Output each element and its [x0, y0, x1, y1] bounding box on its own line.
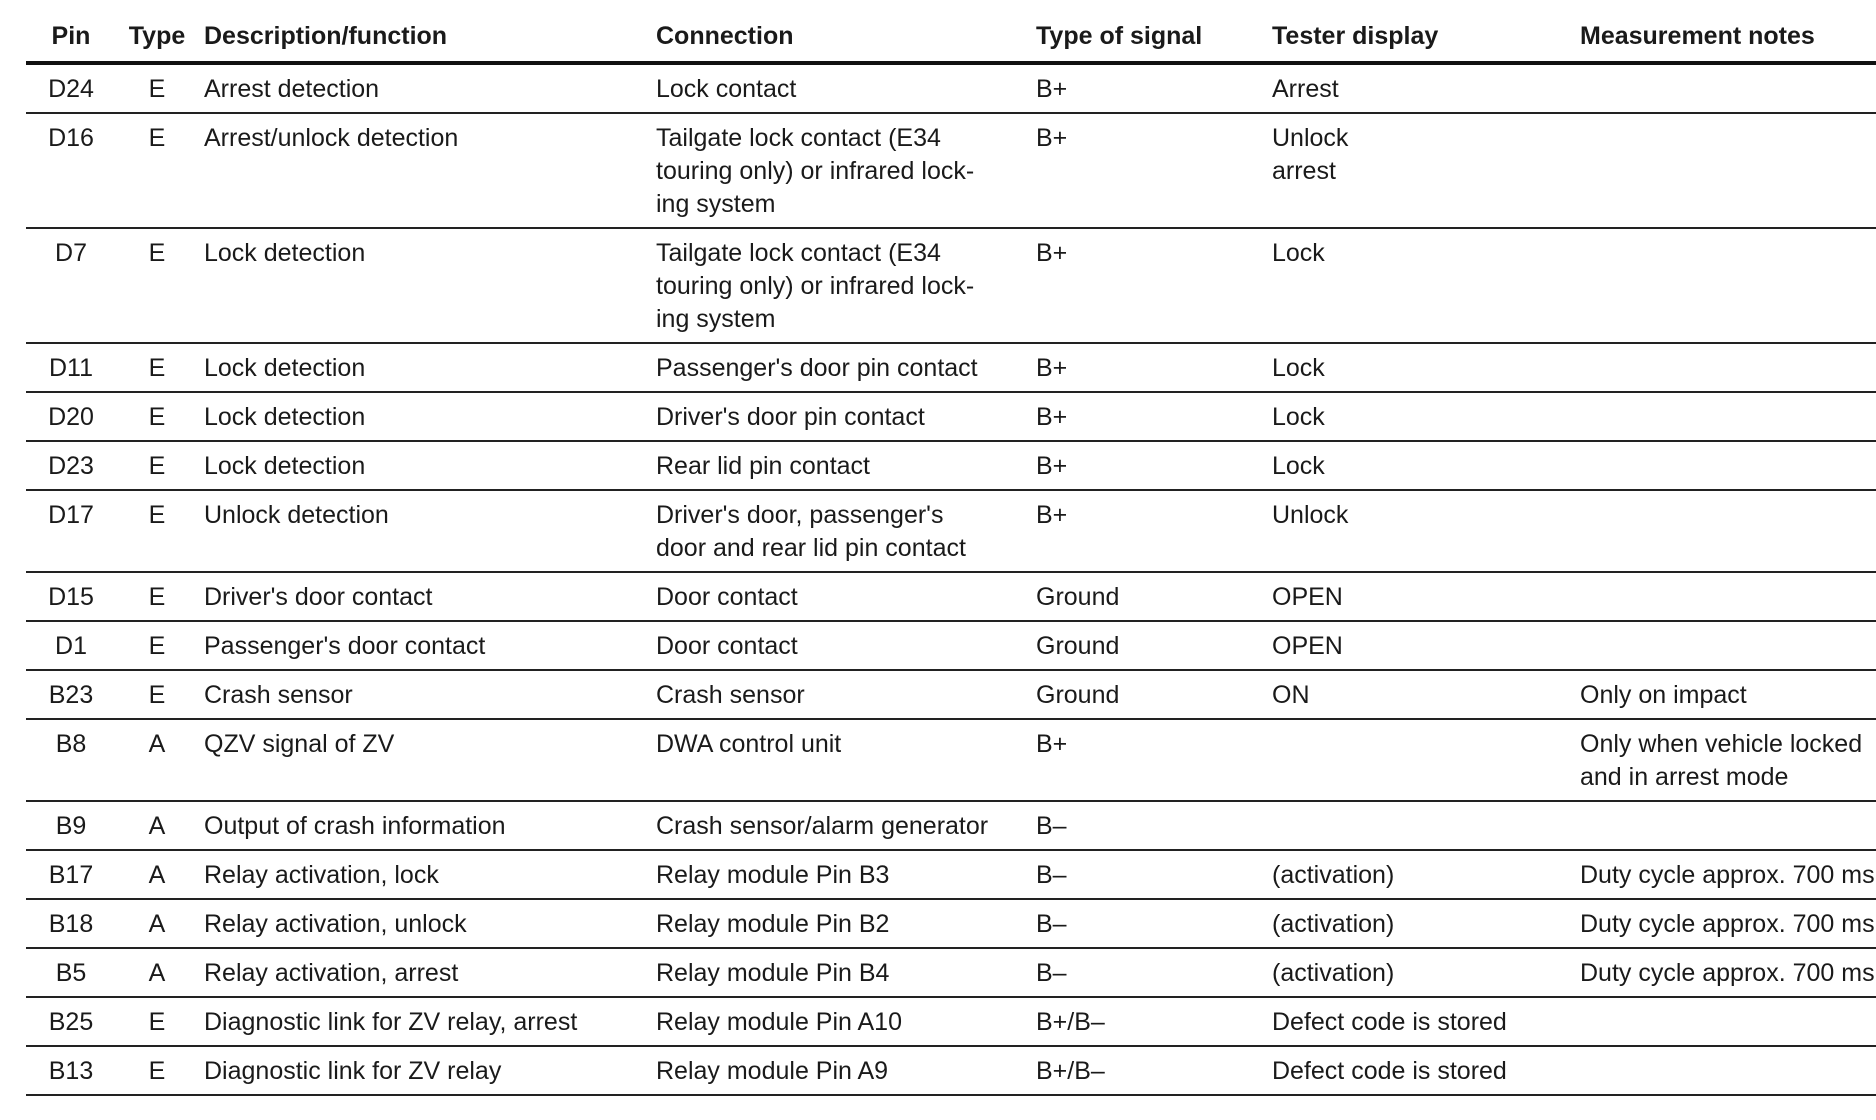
cell-description: Passenger's door contact	[198, 621, 650, 670]
table-row	[26, 1046, 1876, 1095]
cell-connection: Tailgate lock contact (E34 touring only) or infrared lock- ing system	[650, 113, 1030, 228]
cell-measurement-notes: Duty cycle approx. 700 ms	[1574, 948, 1876, 997]
cell-connection: Driver's door, passenger's door and rear lid pin contact	[650, 490, 1030, 572]
table-row	[26, 392, 1876, 441]
cell-signal-type: B+/B–	[1030, 1046, 1266, 1095]
cell-description: Unlock detection	[198, 490, 650, 572]
table-row	[26, 490, 1876, 572]
header-pin: Pin	[26, 10, 116, 63]
cell-pin: B17	[26, 850, 116, 899]
cell-connection: Relay module Pin B3	[650, 850, 1030, 899]
cell-type: E	[116, 572, 198, 621]
cell-tester-display: Unlock	[1266, 490, 1574, 572]
cell-measurement-notes	[1574, 343, 1876, 392]
cell-signal-type: Ground	[1030, 670, 1266, 719]
cell-type: E	[116, 343, 198, 392]
header-connection: Connection	[650, 10, 1030, 63]
cell-type: E	[116, 621, 198, 670]
table-row	[26, 113, 1876, 228]
cell-type: E	[116, 1046, 198, 1095]
cell-tester-display	[1266, 801, 1574, 850]
cell-signal-type: B+	[1030, 113, 1266, 228]
cell-tester-display: ON	[1266, 670, 1574, 719]
cell-description: Relay activation, lock	[198, 850, 650, 899]
table-row	[26, 63, 1876, 113]
cell-measurement-notes: Duty cycle approx. 700 ms	[1574, 899, 1876, 948]
cell-pin: B23	[26, 670, 116, 719]
cell-description: Arrest/unlock detection	[198, 113, 650, 228]
cell-description: Lock detection	[198, 343, 650, 392]
cell-signal-type: Ground	[1030, 572, 1266, 621]
cell-measurement-notes	[1574, 228, 1876, 343]
cell-connection: Rear lid pin contact	[650, 441, 1030, 490]
cell-tester-display: Defect code is stored	[1266, 1046, 1574, 1095]
table-row	[26, 228, 1876, 343]
cell-signal-type: B+/B–	[1030, 997, 1266, 1046]
cell-description: Lock detection	[198, 392, 650, 441]
cell-signal-type: B–	[1030, 899, 1266, 948]
cell-signal-type: B–	[1030, 948, 1266, 997]
header-description: Description/function	[198, 10, 650, 63]
cell-connection: Lock contact	[650, 63, 1030, 113]
header-measurement-notes: Measurement notes	[1574, 10, 1876, 63]
cell-tester-display: (activation)	[1266, 850, 1574, 899]
cell-pin: D16	[26, 113, 116, 228]
cell-pin: D7	[26, 228, 116, 343]
cell-description: Arrest detection	[198, 63, 650, 113]
cell-measurement-notes	[1574, 113, 1876, 228]
cell-pin: D1	[26, 621, 116, 670]
cell-tester-display: OPEN	[1266, 572, 1574, 621]
table-header	[26, 10, 1876, 63]
cell-measurement-notes: Only on impact	[1574, 670, 1876, 719]
cell-signal-type: B+	[1030, 490, 1266, 572]
cell-pin: B8	[26, 719, 116, 801]
cell-pin: B9	[26, 801, 116, 850]
cell-connection: Relay module Pin A9	[650, 1046, 1030, 1095]
cell-description: Relay activation, arrest	[198, 948, 650, 997]
cell-signal-type: B+	[1030, 228, 1266, 343]
cell-connection: Relay module Pin A10	[650, 997, 1030, 1046]
cell-measurement-notes: Only when vehicle locked and in arrest mode	[1574, 719, 1876, 801]
cell-pin: D17	[26, 490, 116, 572]
cell-measurement-notes: Duty cycle approx. 700 ms	[1574, 850, 1876, 899]
table-row	[26, 621, 1876, 670]
cell-measurement-notes	[1574, 997, 1876, 1046]
cell-signal-type: B+	[1030, 441, 1266, 490]
cell-tester-display: Defect code is stored	[1266, 997, 1574, 1046]
cell-connection: Driver's door pin contact	[650, 392, 1030, 441]
cell-signal-type: B+	[1030, 343, 1266, 392]
cell-connection: DWA control unit	[650, 719, 1030, 801]
cell-pin: D11	[26, 343, 116, 392]
cell-type: A	[116, 719, 198, 801]
cell-signal-type: B+	[1030, 392, 1266, 441]
cell-signal-type: B–	[1030, 801, 1266, 850]
cell-connection: Door contact	[650, 572, 1030, 621]
cell-tester-display: Lock	[1266, 228, 1574, 343]
cell-measurement-notes	[1574, 490, 1876, 572]
cell-measurement-notes	[1574, 63, 1876, 113]
cell-signal-type: Ground	[1030, 621, 1266, 670]
cell-description: Diagnostic link for ZV relay	[198, 1046, 650, 1095]
cell-type: A	[116, 801, 198, 850]
cell-description: Lock detection	[198, 228, 650, 343]
cell-description: Driver's door contact	[198, 572, 650, 621]
cell-tester-display: (activation)	[1266, 899, 1574, 948]
cell-type: A	[116, 948, 198, 997]
cell-signal-type: B+	[1030, 719, 1266, 801]
cell-connection: Relay module Pin B4	[650, 948, 1030, 997]
table-row	[26, 670, 1876, 719]
cell-pin: D23	[26, 441, 116, 490]
cell-tester-display	[1266, 719, 1574, 801]
cell-description: Output of crash information	[198, 801, 650, 850]
cell-type: E	[116, 392, 198, 441]
cell-pin: B25	[26, 997, 116, 1046]
cell-pin: D24	[26, 63, 116, 113]
cell-tester-display: Unlock arrest	[1266, 113, 1574, 228]
cell-pin: D15	[26, 572, 116, 621]
cell-type: E	[116, 228, 198, 343]
cell-type: E	[116, 490, 198, 572]
cell-type: A	[116, 899, 198, 948]
cell-measurement-notes	[1574, 572, 1876, 621]
cell-type: E	[116, 997, 198, 1046]
cell-tester-display: Lock	[1266, 392, 1574, 441]
table-row	[26, 572, 1876, 621]
cell-pin: D20	[26, 392, 116, 441]
pin-assignment-table	[26, 10, 1876, 1096]
cell-tester-display: OPEN	[1266, 621, 1574, 670]
cell-pin: B5	[26, 948, 116, 997]
cell-signal-type: B–	[1030, 850, 1266, 899]
cell-pin: B13	[26, 1046, 116, 1095]
cell-connection: Passenger's door pin contact	[650, 343, 1030, 392]
cell-measurement-notes	[1574, 801, 1876, 850]
header-signal-type: Type of signal	[1030, 10, 1266, 63]
cell-measurement-notes	[1574, 621, 1876, 670]
cell-description: Diagnostic link for ZV relay, arrest	[198, 997, 650, 1046]
header-type: Type	[116, 10, 198, 63]
table-row	[26, 441, 1876, 490]
table-body	[26, 63, 1876, 1095]
cell-type: E	[116, 113, 198, 228]
cell-connection: Relay module Pin B2	[650, 899, 1030, 948]
cell-tester-display: (activation)	[1266, 948, 1574, 997]
table-row	[26, 948, 1876, 997]
cell-description: Lock detection	[198, 441, 650, 490]
header-tester-display: Tester display	[1266, 10, 1574, 63]
cell-type: E	[116, 63, 198, 113]
table-row	[26, 719, 1876, 801]
header-row	[26, 10, 1876, 63]
cell-tester-display: Lock	[1266, 441, 1574, 490]
table-row	[26, 997, 1876, 1046]
table-row	[26, 343, 1876, 392]
cell-measurement-notes	[1574, 1046, 1876, 1095]
cell-signal-type: B+	[1030, 63, 1266, 113]
cell-tester-display: Lock	[1266, 343, 1574, 392]
cell-connection: Crash sensor/alarm generator	[650, 801, 1030, 850]
table-row	[26, 801, 1876, 850]
cell-connection: Door contact	[650, 621, 1030, 670]
cell-description: QZV signal of ZV	[198, 719, 650, 801]
cell-description: Crash sensor	[198, 670, 650, 719]
cell-tester-display: Arrest	[1266, 63, 1574, 113]
cell-connection: Crash sensor	[650, 670, 1030, 719]
cell-measurement-notes	[1574, 441, 1876, 490]
cell-pin: B18	[26, 899, 116, 948]
cell-description: Relay activation, unlock	[198, 899, 650, 948]
cell-connection: Tailgate lock contact (E34 touring only) or infrared lock- ing system	[650, 228, 1030, 343]
table-row	[26, 899, 1876, 948]
cell-type: E	[116, 441, 198, 490]
cell-type: E	[116, 670, 198, 719]
cell-measurement-notes	[1574, 392, 1876, 441]
table-row	[26, 850, 1876, 899]
pin-assignment-table-container	[26, 10, 1875, 1096]
cell-type: A	[116, 850, 198, 899]
